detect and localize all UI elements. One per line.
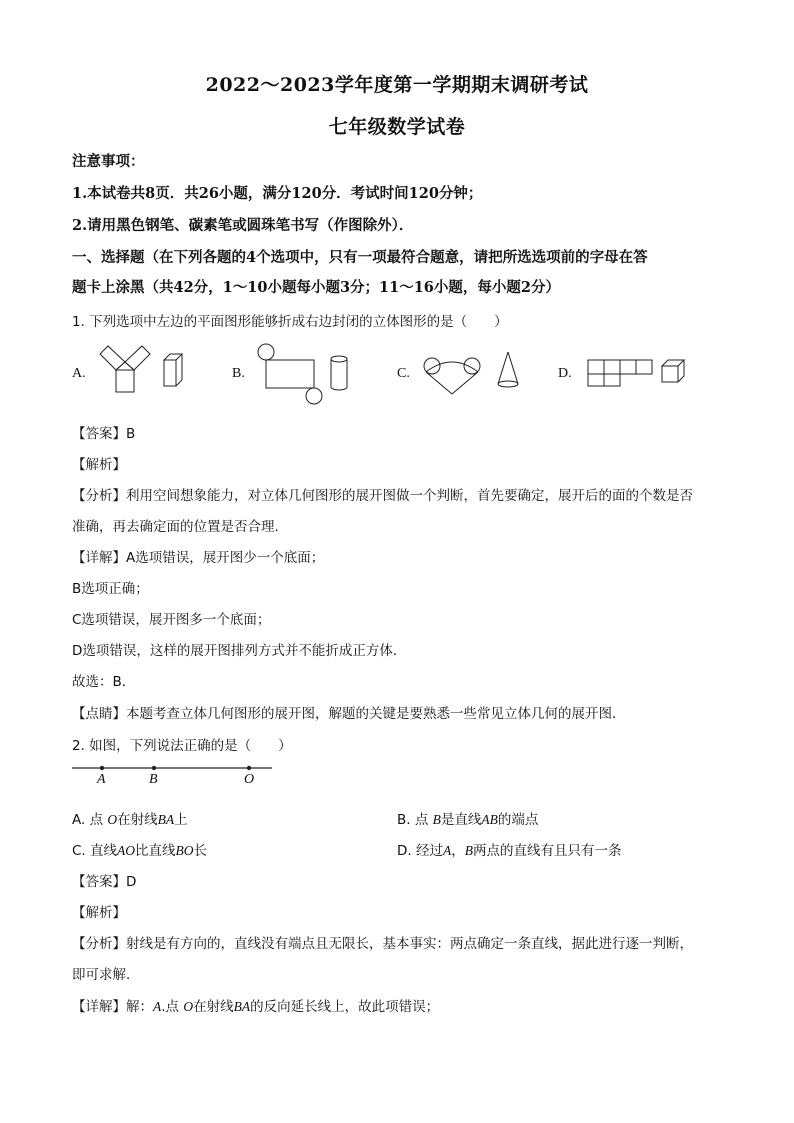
q2-fenxi-line1: 【分析】射线是有方向的，直线没有端点且无限长，基本事实：两点确定一条直线，据此进行逐一判断， bbox=[72, 936, 693, 952]
q2-option-c[interactable] bbox=[72, 839, 207, 859]
q2-point-b bbox=[152, 766, 156, 770]
q1-dianjing: 【点睛】本题考查立体几何图形的展开图，解题的关键是要熟悉一些常见立体几何的展开图． bbox=[72, 706, 626, 722]
q2-detail-var1: A bbox=[153, 999, 162, 1014]
q2-option-c-var2: BO bbox=[175, 843, 194, 858]
q2-option-a-pre: A. 点 bbox=[72, 812, 108, 828]
q1-option-b-label: B. bbox=[232, 366, 245, 381]
q2-point-o-label: O bbox=[244, 772, 255, 787]
q2-option-a-var1: O bbox=[107, 812, 118, 827]
q2-detail-mid1: .点 bbox=[161, 999, 184, 1015]
q1-option-c-label: C. bbox=[397, 366, 410, 381]
q2-option-b-mid: 是直线 bbox=[440, 812, 482, 828]
q2-option-a-var2: BA bbox=[157, 812, 175, 827]
section1-instructions-line1: 一、选择题（在下列各题的4个选项中，只有一项最符合题意，请把所选选项前的字母在答 bbox=[72, 249, 648, 266]
q2-option-d-var1: A bbox=[442, 843, 452, 858]
notes-item-1: 1.本试卷共8页．共26小题，满分120分．考试时间120分钟； bbox=[72, 185, 483, 202]
q2-option-b-post: 的端点 bbox=[497, 812, 539, 828]
q2-option-d-pre: D. 经过 bbox=[397, 843, 443, 859]
q2-option-c-mid: 比直线 bbox=[135, 843, 176, 859]
q2-option-b-var2: AB bbox=[481, 812, 498, 827]
q2-option-b-pre: B. 点 bbox=[397, 812, 433, 828]
q2-point-o bbox=[247, 766, 251, 770]
q2-detail-mid2: 在射线 bbox=[193, 999, 234, 1015]
q2-point-a bbox=[100, 766, 104, 770]
q2-point-b-label: B bbox=[149, 772, 158, 787]
q2-option-b-var1: B bbox=[432, 812, 441, 827]
q2-option-d-post: 两点的直线有且只有一条 bbox=[472, 843, 622, 859]
q1-detail-line1: 【详解】A选项错误，展开图少一个底面； bbox=[72, 550, 325, 566]
q2-detail-var2: O bbox=[183, 999, 194, 1014]
q2-stem: 2. 如图，下列说法正确的是（ ） bbox=[72, 738, 292, 754]
q1-detail-line2: B选项正确； bbox=[72, 581, 149, 597]
q1-answer: 【答案】B bbox=[72, 426, 136, 442]
notes-item-2: 2.请用黑色钢笔、碳素笔或圆珠笔书写（作图除外）． bbox=[72, 217, 414, 234]
q2-answer: 【答案】D bbox=[72, 874, 137, 890]
q1-option-c-figure bbox=[418, 342, 528, 398]
q2-option-a-post: 上 bbox=[174, 812, 188, 828]
q1-stem: 1. 下列选项中左边的平面图形能够折成右边封闭的立体图形的是（ ） bbox=[72, 314, 508, 330]
q2-option-d-mid: ， bbox=[451, 843, 465, 859]
q2-option-c-var1: AO bbox=[117, 843, 136, 858]
q2-option-a[interactable] bbox=[72, 808, 188, 828]
q2-detail-var3: BA bbox=[233, 999, 251, 1014]
q1-analysis-tag: 【解析】 bbox=[72, 457, 126, 473]
q1-option-b-figure bbox=[252, 342, 362, 408]
q1-fenxi-line1: 【分析】利用空间想象能力，对立体几何图形的展开图做一个判断，首先要确定，展开后的面的个数是否 bbox=[72, 488, 693, 504]
q2-option-b[interactable] bbox=[397, 808, 538, 828]
section1-instructions-line2: 题卡上涂黑（共42分，1～10小题每小题3分；11～16小题，每小题2分） bbox=[72, 279, 560, 296]
q2-option-d-var2: B bbox=[464, 843, 473, 858]
q1-detail-line3: C选项错误，展开图多一个底面； bbox=[72, 612, 271, 628]
page-subtitle: 七年级数学试卷 bbox=[328, 116, 466, 138]
q2-point-a-label: A bbox=[97, 772, 106, 787]
q1-detail-line4: D选项错误，这样的展开图排列方式并不能折成正方体． bbox=[72, 643, 407, 659]
page-title: 2022～2023学年度第一学期期末调研考试 bbox=[205, 74, 589, 96]
q2-analysis-tag: 【解析】 bbox=[72, 905, 126, 921]
notes-heading: 注意事项： bbox=[72, 153, 145, 170]
q2-detail-pre: 【详解】解： bbox=[72, 999, 153, 1015]
q2-option-c-pre: C. 直线 bbox=[72, 843, 118, 859]
q2-option-c-post: 长 bbox=[193, 843, 208, 859]
q1-option-a-label: A. bbox=[72, 366, 86, 381]
q2-detail-post: 的反向延长线上，故此项错误； bbox=[250, 999, 440, 1015]
q2-option-a-mid: 在射线 bbox=[117, 812, 158, 828]
q2-detail-line1 bbox=[72, 995, 439, 1015]
q1-fenxi-line2: 准确，再去确定面的位置是否合理． bbox=[72, 519, 288, 535]
q2-fenxi-line2: 即可求解． bbox=[72, 967, 140, 983]
q1-option-d-label: D. bbox=[558, 366, 572, 381]
q2-option-d[interactable] bbox=[397, 839, 621, 859]
q1-option-a-figure bbox=[94, 342, 194, 400]
q1-choose: 故选：B． bbox=[72, 674, 136, 690]
q1-option-d-figure bbox=[586, 356, 696, 392]
